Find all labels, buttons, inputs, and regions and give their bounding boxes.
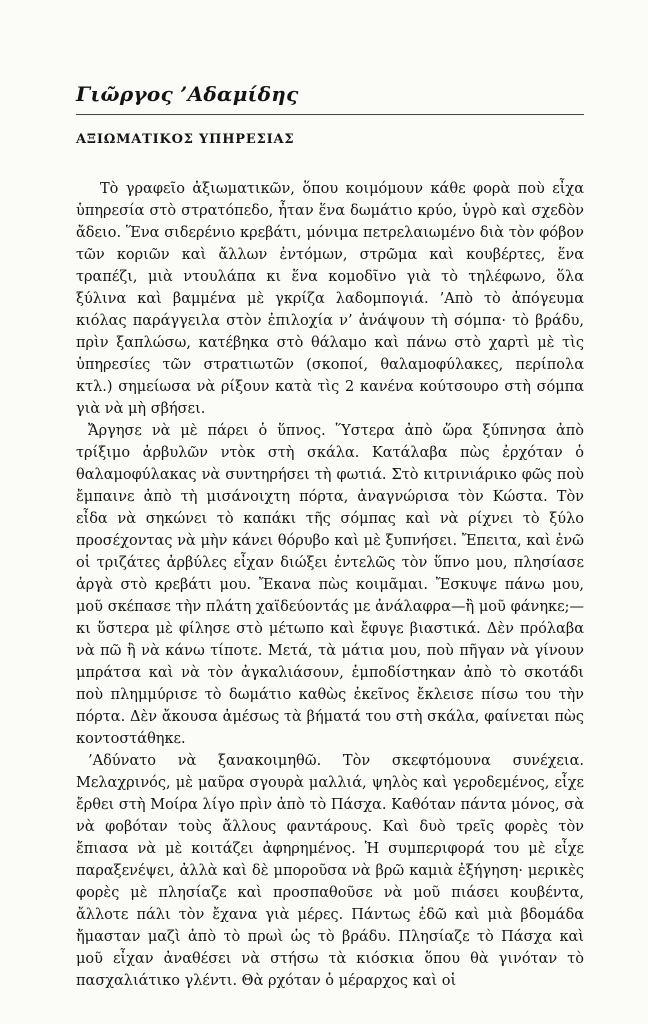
author-name: Γιῶργος ’Αδαμίδης bbox=[76, 82, 299, 106]
paragraph-2: Ἄργησε νὰ μὲ πάρει ὁ ὕπνος. Ὕστερα ἀπὸ ὥρα ξύπνησα ἀπὸ τρίξιμο ἀρβυλῶν ντὸκ στὴ σκάλα. Κατάλαβα πὼς ἐρχόταν ὁ θαλαμοφύλακας νὰ συντηρήσει τὴ φωτιά. Στὸ κιτρινιάρικο φῶς ποὺ ἔμπαινε ἀπὸ τὴ μισάνοιχτη πόρτα, ἀναγνώρισα τὸν Κώστα. Τὸν εἶδα νὰ σηκώνει τὸ καπάκι τῆς σόμπας καὶ νὰ ρίχνει τὸ ξύλο προσέχοντας νὰ μὴν κάνει θόρυβο καὶ μὲ ξυπνήσει. Ἔπειτα, καὶ ἐνῶ οἱ τριζάτες ἀρβύλες εἶχαν διώξει ἐντελῶς τὸν ὕπνο μου, πλησίασε ἀργὰ στὸ κρεβάτι μου. Ἔκανα πὼς κοιμᾶμαι. Ἔσκυψε πάνω μου, μοῦ σκέπασε τὴν πλάτη χαϊδεύοντάς με ἀνάλαφρα—ἢ μοῦ φάνηκε;—κι ὕστερα μὲ φίλησε στὸ μέτωπο καὶ ἔφυγε βιαστικά. Δὲν πρόλαβα νὰ πῶ ἢ νὰ κάνω τίποτε. Μετά, τὰ μάτια μου, ποὺ πῆγαν νὰ γίνουν μπράτσα καὶ νὰ τὸν ἀγκαλιάσουν, ἐμποδίστηκαν ἀπὸ τὸ σκοτάδι ποὺ πλημμύρισε τὸ δωμάτιο καθὼς ἐκεῖνος ἔκλεισε πίσω του τὴν πόρτα. Δὲν ἄκουσα ἀμέσως τὰ βήματά του στὴ σκάλα, φαίνεται πὼς κοντοστάθηκε. bbox=[76, 423, 584, 747]
paragraph-3: ’Αδύνατο νὰ ξανακοιμηθῶ. Τὸν σκεφτόμουνα συνέχεια. Μελαχρινός, μὲ μαῦρα σγουρὰ μαλλιά, ψηλὸς καὶ γεροδεμένος, εἶχε ἔρθει στὴ Μοίρα λίγο πρὶν ἀπὸ τὸ Πάσχα. Καθόταν πάντα μόνος, σὰ νὰ φοβόταν τοὺς ἄλλους φαντάρους. Καὶ δυὸ τρεῖς φορὲς τὸν ἔπιασα νὰ μὲ κοιτάζει ἀφηρημένος. Ἡ συμπεριφορά του μὲ εἶχε παραξενέψει, ἀλλὰ καὶ δὲ μποροῦσα νὰ βρῶ καμιὰ ἐξήγηση· μερικὲς φορὲς μὲ πλησίαζε καὶ προσπαθοῦσε νὰ μοῦ πιάσει κουβέντα, ἄλλοτε πάλι τὸν ἔχανα γιὰ μέρες. Πάντως ἐδῶ καὶ μιὰ βδομάδα ἤμασταν μαζὶ ἀπὸ τὸ πρωὶ ὡς τὸ βράδυ. Πλησίαζε τὸ Πάσχα καὶ μοῦ εἶχαν ἀναθέσει νὰ στήσω τὰ κιόσκια ὅπου θὰ γινόταν τὸ πασχαλιάτικο γλέντι. Θὰ ρχόταν ὁ μέραρχος καὶ οἱ bbox=[76, 753, 584, 989]
header-rule bbox=[76, 114, 584, 115]
story-body bbox=[76, 178, 584, 992]
paragraph-1: Τὸ γραφεῖο ἀξιωματικῶν, ὅπου κοιμόμουν κάθε φορὰ ποὺ εἶχα ὑπηρεσία στὸ στρατόπεδο, ἦταν ἕνα δωμάτιο κρύο, ὑγρὸ καὶ σχεδὸν ἄδειο. Ἕνα σιδερένιο κρεβάτι, μόνιμα πετρελαιωμένο διὰ τὸν φόβον τῶν κοριῶν καὶ ἄλλων ἐντόμων, στρῶμα καὶ κουβέρτες, ἕνα τραπέζι, μιὰ ντουλάπα κι ἕνα κομοδῖνο γιὰ τὸ τηλέφωνο, ὅλα ξύλινα καὶ βαμμένα μὲ γκρίζα λαδομπογιά. ’Απὸ τὸ ἀπόγευμα κιόλας παράγγειλα στὸν ἐπιλοχία ν’ ἀνάψουν τὴ σόμπα· τὸ βράδυ, πρὶν ξαπλώσω, κατέβηκα στὸ θάλαμο καὶ πάνω στὸ χαρτὶ μὲ τὶς ὑπηρεσίες τῶν στρατιωτῶν (σκοποί, θαλαμοφύλακες, περίπολα κτλ.) σημείωσα νὰ ρίξουν κατὰ τὶς 2 κανένα κούτσουρο στὴ σόμπα γιὰ νὰ μὴ σβήσει. bbox=[76, 181, 584, 417]
story-title: ΑΞΙΩΜΑΤΙΚΟΣ ΥΠΗΡΕΣΙΑΣ bbox=[76, 132, 295, 147]
